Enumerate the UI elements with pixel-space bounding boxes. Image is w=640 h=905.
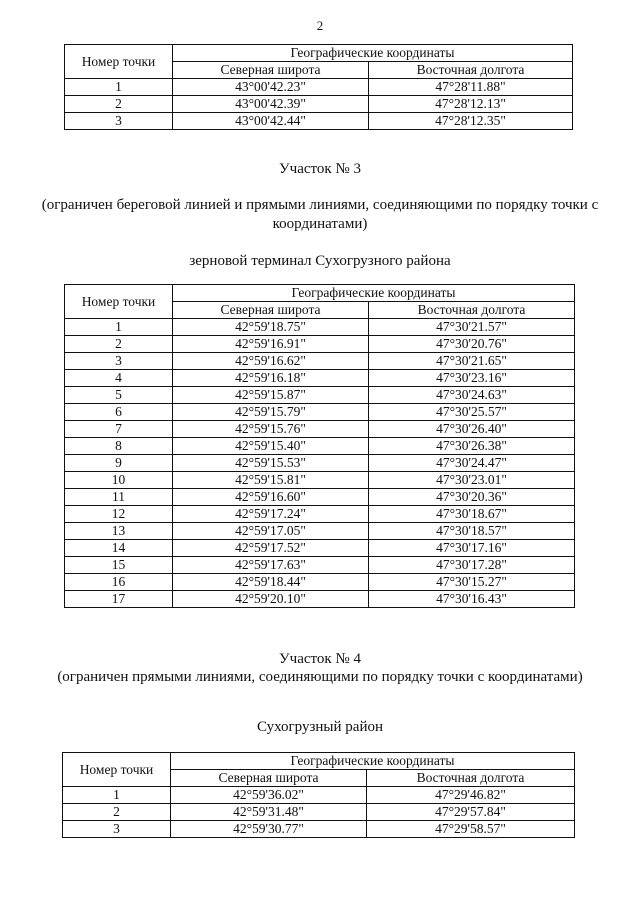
table-body (63, 787, 575, 838)
north-latitude-cell: 42°59'16.62" (173, 353, 369, 370)
section-4-description: (ограничен прямыми линиями, соединяющими по порядку точки с координатами) (57, 669, 583, 685)
coordinates-table-3 (62, 752, 575, 838)
north-latitude-cell: 42°59'18.75" (173, 319, 369, 336)
point-number-cell: 1 (63, 787, 171, 804)
header-point-number: Номер точки (65, 285, 173, 319)
east-longitude-cell: 47°29'46.82" (367, 787, 575, 804)
table-row (65, 96, 573, 113)
north-latitude-cell: 42°59'15.79" (173, 404, 369, 421)
north-latitude-cell: 42°59'36.02" (171, 787, 367, 804)
table-row (65, 353, 575, 370)
table-body (65, 319, 575, 608)
header-north-latitude: Северная широта (173, 62, 369, 79)
north-latitude-cell: 43°00'42.39" (173, 96, 369, 113)
point-number-cell: 3 (65, 113, 173, 130)
header-point-number: Номер точки (63, 753, 171, 787)
header-east-longitude: Восточная долгота (367, 770, 575, 787)
point-number-cell: 12 (65, 506, 173, 523)
header-geo-coordinates: Географические координаты (173, 45, 573, 62)
east-longitude-cell: 47°30'23.16" (369, 370, 575, 387)
point-number-cell: 11 (65, 489, 173, 506)
east-longitude-cell: 47°30'18.57" (369, 523, 575, 540)
table-row (65, 421, 575, 438)
north-latitude-cell: 42°59'18.44" (173, 574, 369, 591)
point-number-cell: 8 (65, 438, 173, 455)
point-number-cell: 15 (65, 557, 173, 574)
table-row (65, 370, 575, 387)
point-number-cell: 2 (63, 804, 171, 821)
north-latitude-cell: 42°59'15.40" (173, 438, 369, 455)
point-number-cell: 14 (65, 540, 173, 557)
section-4-title: Участок № 4 (279, 651, 361, 667)
coordinates-table-2 (64, 284, 575, 608)
point-number-cell: 3 (65, 353, 173, 370)
table-body (65, 79, 573, 130)
east-longitude-cell: 47°30'26.38" (369, 438, 575, 455)
east-longitude-cell: 47°30'23.01" (369, 472, 575, 489)
north-latitude-cell: 42°59'20.10" (173, 591, 369, 608)
table-row (63, 787, 575, 804)
east-longitude-cell: 47°28'11.88" (369, 79, 573, 96)
north-latitude-cell: 42°59'15.87" (173, 387, 369, 404)
header-east-longitude: Восточная долгота (369, 302, 575, 319)
point-number-cell: 6 (65, 404, 173, 421)
north-latitude-cell: 42°59'16.60" (173, 489, 369, 506)
east-longitude-cell: 47°30'18.67" (369, 506, 575, 523)
table-row (65, 506, 575, 523)
point-number-cell: 7 (65, 421, 173, 438)
table-row (65, 387, 575, 404)
east-longitude-cell: 47°30'16.43" (369, 591, 575, 608)
north-latitude-cell: 42°59'17.63" (173, 557, 369, 574)
page-number: 2 (316, 18, 324, 33)
east-longitude-cell: 47°30'24.47" (369, 455, 575, 472)
header-point-number: Номер точки (65, 45, 173, 79)
header-north-latitude: Северная широта (173, 302, 369, 319)
east-longitude-cell: 47°30'20.36" (369, 489, 575, 506)
table-row (65, 438, 575, 455)
east-longitude-cell: 47°29'57.84" (367, 804, 575, 821)
table-header (65, 285, 575, 319)
table-row (65, 523, 575, 540)
table-row (63, 804, 575, 821)
east-longitude-cell: 47°30'20.76" (369, 336, 575, 353)
east-longitude-cell: 47°30'25.57" (369, 404, 575, 421)
section-3-title: Участок № 3 (279, 161, 361, 177)
north-latitude-cell: 42°59'15.76" (173, 421, 369, 438)
point-number-cell: 4 (65, 370, 173, 387)
point-number-cell: 1 (65, 79, 173, 96)
north-latitude-cell: 42°59'17.24" (173, 506, 369, 523)
point-number-cell: 13 (65, 523, 173, 540)
north-latitude-cell: 42°59'16.91" (173, 336, 369, 353)
east-longitude-cell: 47°30'15.27" (369, 574, 575, 591)
table-row (65, 336, 575, 353)
north-latitude-cell: 43°00'42.44" (173, 113, 369, 130)
point-number-cell: 2 (65, 96, 173, 113)
coordinates-table-1 (64, 44, 573, 130)
north-latitude-cell: 42°59'15.53" (173, 455, 369, 472)
table-row (65, 319, 575, 336)
east-longitude-cell: 47°30'17.16" (369, 540, 575, 557)
header-north-latitude: Северная широта (171, 770, 367, 787)
point-number-cell: 1 (65, 319, 173, 336)
east-longitude-cell: 47°30'21.57" (369, 319, 575, 336)
north-latitude-cell: 42°59'17.05" (173, 523, 369, 540)
header-geo-coordinates: Географические координаты (173, 285, 575, 302)
point-number-cell: 2 (65, 336, 173, 353)
east-longitude-cell: 47°28'12.13" (369, 96, 573, 113)
table-row (65, 557, 575, 574)
point-number-cell: 10 (65, 472, 173, 489)
north-latitude-cell: 42°59'17.52" (173, 540, 369, 557)
north-latitude-cell: 42°59'16.18" (173, 370, 369, 387)
east-longitude-cell: 47°30'26.40" (369, 421, 575, 438)
header-east-longitude: Восточная долгота (369, 62, 573, 79)
header-geo-coordinates: Географические координаты (171, 753, 575, 770)
table-row (65, 79, 573, 96)
east-longitude-cell: 47°30'24.63" (369, 387, 575, 404)
north-latitude-cell: 43°00'42.23" (173, 79, 369, 96)
section-4-name: Сухогрузный район (256, 719, 384, 735)
section-3-description: (ограничен береговой линией и прямыми линиями, соединяющими по порядку точки с координатами) (41, 197, 599, 232)
table-row (63, 821, 575, 838)
section-3-name: зерновой терминал Сухогрузного района (189, 253, 451, 269)
point-number-cell: 16 (65, 574, 173, 591)
north-latitude-cell: 42°59'15.81" (173, 472, 369, 489)
east-longitude-cell: 47°30'17.28" (369, 557, 575, 574)
north-latitude-cell: 42°59'31.48" (171, 804, 367, 821)
north-latitude-cell: 42°59'30.77" (171, 821, 367, 838)
table-header (63, 753, 575, 787)
table-row (65, 540, 575, 557)
east-longitude-cell: 47°30'21.65" (369, 353, 575, 370)
east-longitude-cell: 47°29'58.57" (367, 821, 575, 838)
table-row (65, 113, 573, 130)
point-number-cell: 5 (65, 387, 173, 404)
table-row (65, 591, 575, 608)
table-row (65, 455, 575, 472)
point-number-cell: 17 (65, 591, 173, 608)
east-longitude-cell: 47°28'12.35" (369, 113, 573, 130)
table-row (65, 404, 575, 421)
point-number-cell: 3 (63, 821, 171, 838)
point-number-cell: 9 (65, 455, 173, 472)
table-row (65, 489, 575, 506)
table-row (65, 472, 575, 489)
table-row (65, 574, 575, 591)
table-header (65, 45, 573, 79)
